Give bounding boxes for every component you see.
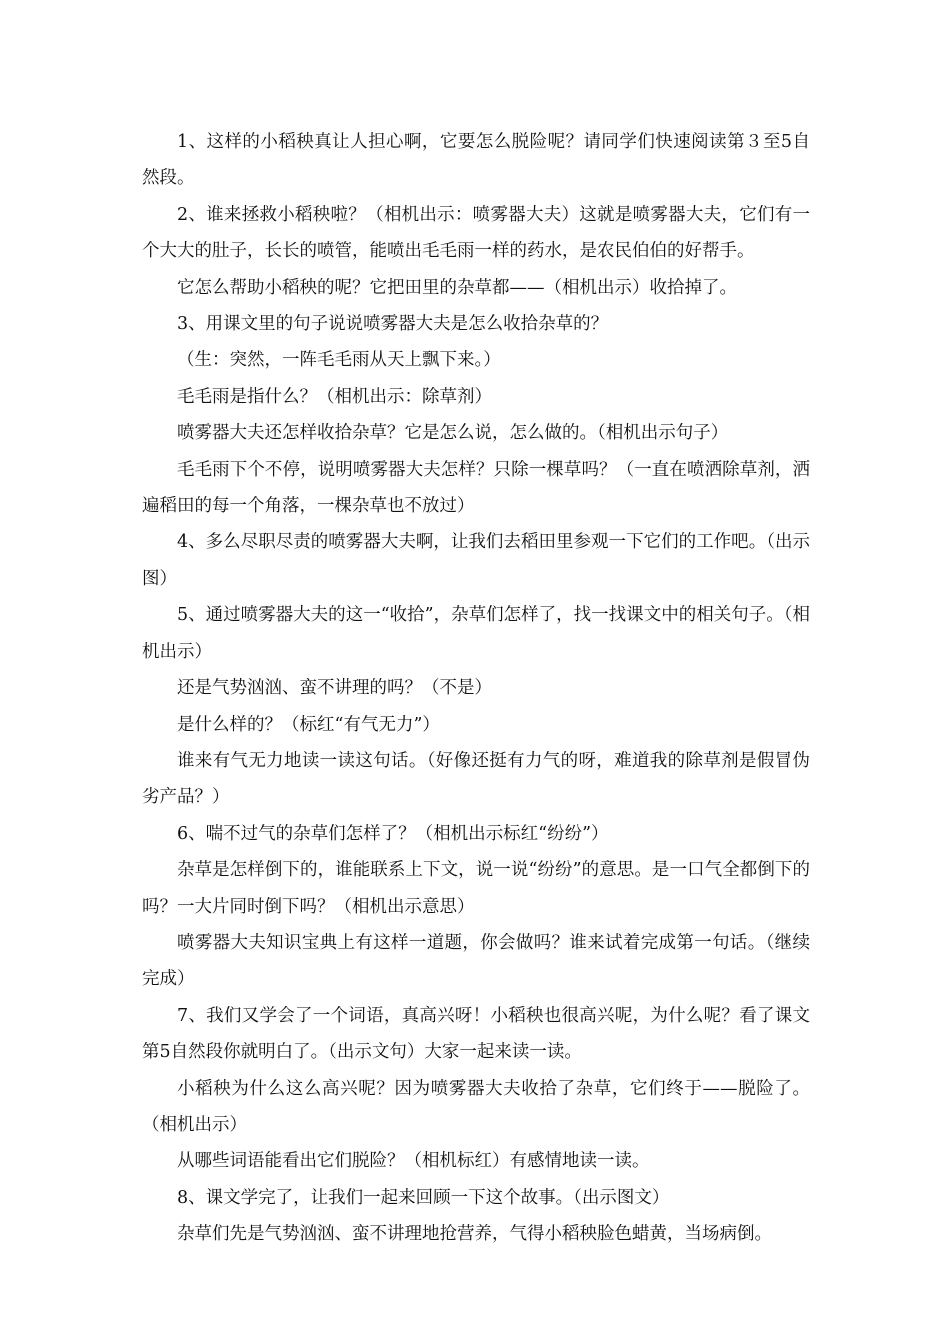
paragraph-13: 谁来有气无力地读一读这句话。（好像还挺有力气的呀，难道我的除草剂是假冒伪劣产品？） <box>142 750 810 808</box>
paragraph-2: 2、谁来拯救小稻秧啦？（相机出示：喷雾器大夫）这就是喷雾器大夫，它们有一个大大的肚子，长长的喷管，能喷出毛毛雨一样的药水，是农民伯伯的好帮手。 <box>142 204 810 262</box>
paragraph-12: 是什么样的？（标红“有气无力”） <box>177 714 440 735</box>
paragraph-10: 5、通过喷雾器大夫的这一“收拾”，杂草们怎样了，找一找课文中的相关句子。（相机出示） <box>142 605 810 662</box>
document-page <box>142 124 810 1253</box>
paragraph-1: 1、这样的小稻秧真让人担心啊，它要怎么脱险呢？请同学们快速阅读第３至5自然段。 <box>142 132 810 189</box>
paragraph-11: 还是气势汹汹、蛮不讲理的吗？（不是） <box>177 678 492 699</box>
paragraph-15: 杂草是怎样倒下的，谁能联系上下文，说一说“纷纷”的意思。是一口气全都倒下的吗？一大片同时倒下吗？（相机出示意思） <box>142 860 810 917</box>
paragraph-14: 6、喘不过气的杂草们怎样了？（相机出示标红“纷纷”） <box>177 823 609 844</box>
paragraph-6: 毛毛雨是指什么？（相机出示：除草剂） <box>177 386 492 407</box>
paragraph-9: 4、多么尽职尽责的喷雾器大夫啊，让我们去稻田里参观一下它们的工作吧。（出示图） <box>142 532 810 589</box>
paragraph-16: 喷雾器大夫知识宝典上有这样一道题，你会做吗？谁来试着完成第一句话。（继续完成） <box>142 932 810 990</box>
paragraph-21: 杂草们先是气势汹汹、蛮不讲理地抢营养，气得小稻秧脸色蜡黄，当场病倒。 <box>177 1224 772 1245</box>
paragraph-5: （生：突然，一阵毛毛雨从天上飘下来。） <box>177 350 501 371</box>
paragraph-3: 它怎么帮助小稻秧的呢？它把田里的杂草都——（相机出示）收拾掉了。 <box>177 277 737 298</box>
paragraph-17: 7、我们又学会了一个词语，真高兴呀！小稻秧也很高兴呢，为什么呢？看了课文第5自然段你就明白了。（出示文句）大家一起来读一读。 <box>142 1005 810 1063</box>
paragraph-19: 从哪些词语能看出它们脱险？（相机标红）有感情地读一读。 <box>177 1151 650 1172</box>
paragraph-4: 3、用课文里的句子说说喷雾器大夫是怎么收拾杂草的？ <box>177 314 609 335</box>
paragraph-8: 毛毛雨下个不停，说明喷雾器大夫怎样？只除一棵草吗？（一直在喷洒除草剂，洒遍稻田的每一个角落，一棵杂草也不放过） <box>142 459 810 517</box>
paragraph-20: 8、课文学完了，让我们一起来回顾一下这个故事。（出示图文） <box>177 1187 670 1208</box>
paragraph-7: 喷雾器大夫还怎样收拾杂草？它是怎么说，怎么做的。（相机出示句子） <box>177 423 729 444</box>
paragraph-18: 小稻秧为什么这么高兴呢？因为喷雾器大夫收拾了杂草，它们终于——脱险了。（相机出示） <box>142 1078 810 1135</box>
